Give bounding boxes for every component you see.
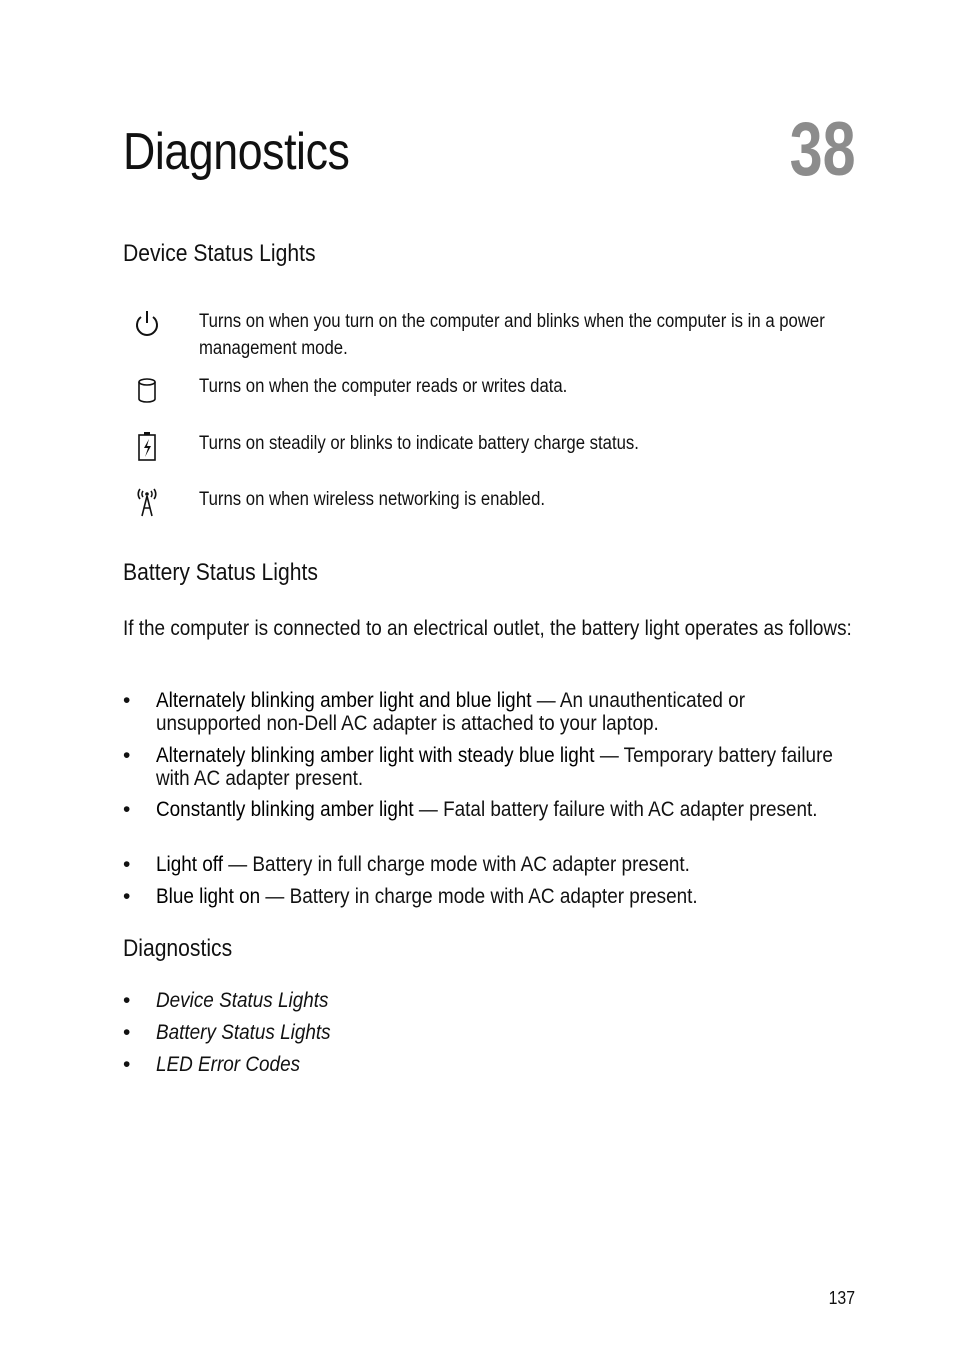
- bullet-dot: •: [123, 689, 131, 712]
- diagnostics-heading: Diagnostics: [123, 935, 233, 962]
- status-desc-drive: Turns on when the computer reads or writes data.: [199, 376, 568, 397]
- hard-drive-icon: [131, 373, 163, 407]
- bullet-term: Light off: [156, 852, 223, 876]
- link-battery-status-lights[interactable]: Battery Status Lights: [156, 1020, 331, 1044]
- bullet-dot: •: [123, 1053, 131, 1076]
- bullet-desc: — Battery in charge mode with AC adapter present.: [260, 884, 698, 908]
- bullet-dot: •: [123, 989, 131, 1012]
- bullet-desc: — Fatal battery failure with AC adapter present.: [413, 797, 818, 821]
- bullet-dot: •: [123, 853, 131, 876]
- bullet-dot: •: [123, 1021, 131, 1044]
- bullet-term: Alternately blinking amber light and blue light: [156, 688, 532, 712]
- bullet-desc: — Battery in full charge mode with AC adapter present.: [222, 852, 690, 876]
- status-desc-wireless: Turns on when wireless networking is enabled.: [199, 489, 546, 510]
- battery-intro-paragraph: If the computer is connected to an electrical outlet, the battery light operates as follows:: [123, 616, 852, 640]
- bullet-desc: — Temporary battery failure with AC adapter present.: [156, 743, 833, 790]
- link-led-error-codes[interactable]: LED Error Codes: [156, 1052, 301, 1076]
- wireless-icon: [131, 486, 163, 520]
- chapter-number: 38: [790, 107, 856, 192]
- bullet-dot: •: [123, 798, 131, 821]
- page-number: 137: [828, 1288, 855, 1308]
- bullet-desc: — An unauthenticated or unsupported non-Dell AC adapter is attached to your laptop.: [156, 688, 746, 735]
- bullet-term: Alternately blinking amber light with steady blue light: [156, 743, 595, 767]
- device-status-heading: Device Status Lights: [123, 240, 316, 267]
- status-desc-battery: Turns on steadily or blinks to indicate battery charge status.: [199, 433, 639, 454]
- bullet-term: Blue light on: [156, 884, 261, 908]
- status-desc-power: Turns on when you turn on the computer and blinks when the computer is in a power management mode.: [199, 311, 825, 359]
- bullet-dot: •: [123, 744, 131, 767]
- battery-icon: [131, 430, 163, 464]
- bullet-term: Constantly blinking amber light: [156, 797, 414, 821]
- power-icon: [131, 308, 163, 342]
- link-device-status-lights[interactable]: Device Status Lights: [156, 988, 329, 1012]
- battery-status-heading: Battery Status Lights: [123, 559, 318, 586]
- chapter-title: Diagnostics: [123, 123, 350, 181]
- bullet-dot: •: [123, 885, 131, 908]
